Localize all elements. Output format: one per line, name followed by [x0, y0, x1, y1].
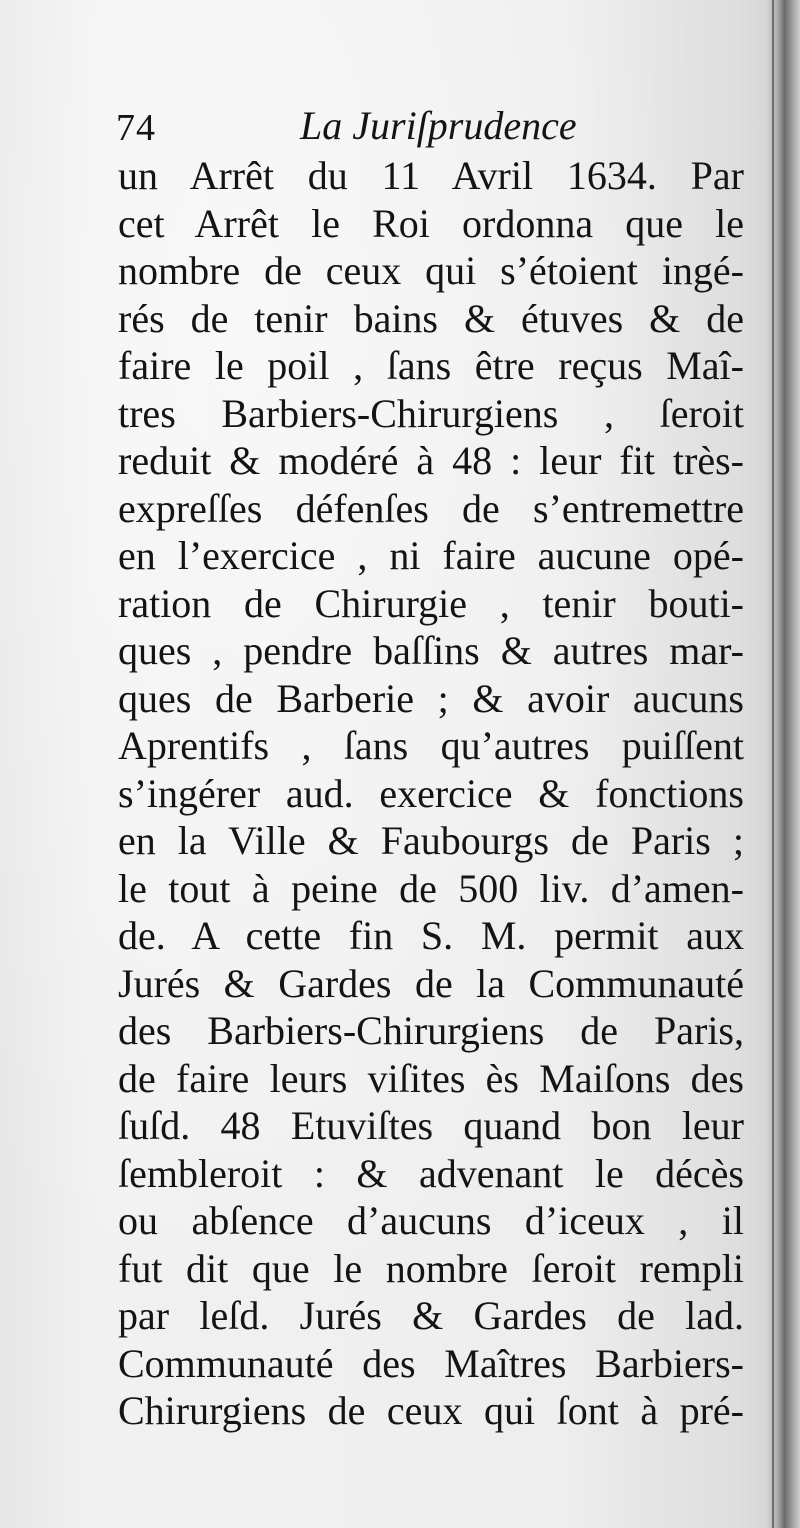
- text-line: s’ingérer aud. exercice & fonctions: [118, 770, 744, 816]
- text-line: tres Barbiers-Chirurgiens , ſeroit: [118, 390, 744, 436]
- text-line: ſuſd. 48 Etuviſtes quand bon leur: [118, 1103, 744, 1148]
- body-text: [118, 152, 744, 1435]
- text-line: Jurés & Gardes de la Communauté: [118, 960, 744, 1006]
- text-line: ration de Chirurgie , tenir bouti-: [118, 580, 744, 626]
- text-line: de. A cette fin S. M. permit aux: [118, 913, 744, 958]
- text-line: reduit & modéré à 48 : leur fit très-: [118, 438, 744, 483]
- running-head: [112, 100, 752, 158]
- running-title: La Juriſprudence: [300, 103, 577, 148]
- text-line: cet Arrêt le Roi ordonna que le: [118, 200, 744, 246]
- text-line: nombre de ceux qui s’étoient ingé-: [118, 248, 744, 293]
- text-line: faire le poil , ſans être reçus Maî-: [118, 343, 744, 388]
- text-line: ou abſence d’aucuns d’iceux , il: [118, 1198, 744, 1243]
- text-line: des Barbiers-Chirurgiens de Paris,: [118, 1008, 744, 1053]
- text-line: par leſd. Jurés & Gardes de lad.: [118, 1293, 744, 1338]
- text-line: rés de tenir bains & étuves & de: [118, 295, 744, 341]
- page-gutter-edge: [772, 0, 774, 1528]
- text-line: ques de Barberie ; & avoir aucuns: [118, 675, 744, 721]
- text-line: le tout à peine de 500 liv. d’amen-: [118, 865, 744, 911]
- text-line: Chirurgiens de ceux qui ſont à pré-: [118, 1388, 744, 1433]
- text-line: ques , pendre baſſins & autres mar-: [118, 628, 744, 673]
- text-line: Aprentifs , ſans qu’autres puiſſent: [118, 723, 744, 768]
- text-line: fut dit que le nombre ſeroit rempli: [118, 1245, 744, 1291]
- text-line: en l’exercice , ni faire aucune opé-: [118, 533, 744, 578]
- page-number: 74: [116, 107, 156, 149]
- text-line: un Arrêt du 11 Avril 1634. Par: [118, 153, 744, 198]
- text-line: Communauté des Maîtres Barbiers-: [118, 1340, 744, 1386]
- text-line: expreſſes défenſes de s’entremettre: [118, 485, 744, 531]
- text-line: de faire leurs viſites ès Maiſons des: [118, 1055, 744, 1101]
- text-line: ſembleroit : & advenant le décès: [118, 1150, 744, 1196]
- text-line: en la Ville & Faubourgs de Paris ;: [118, 818, 744, 863]
